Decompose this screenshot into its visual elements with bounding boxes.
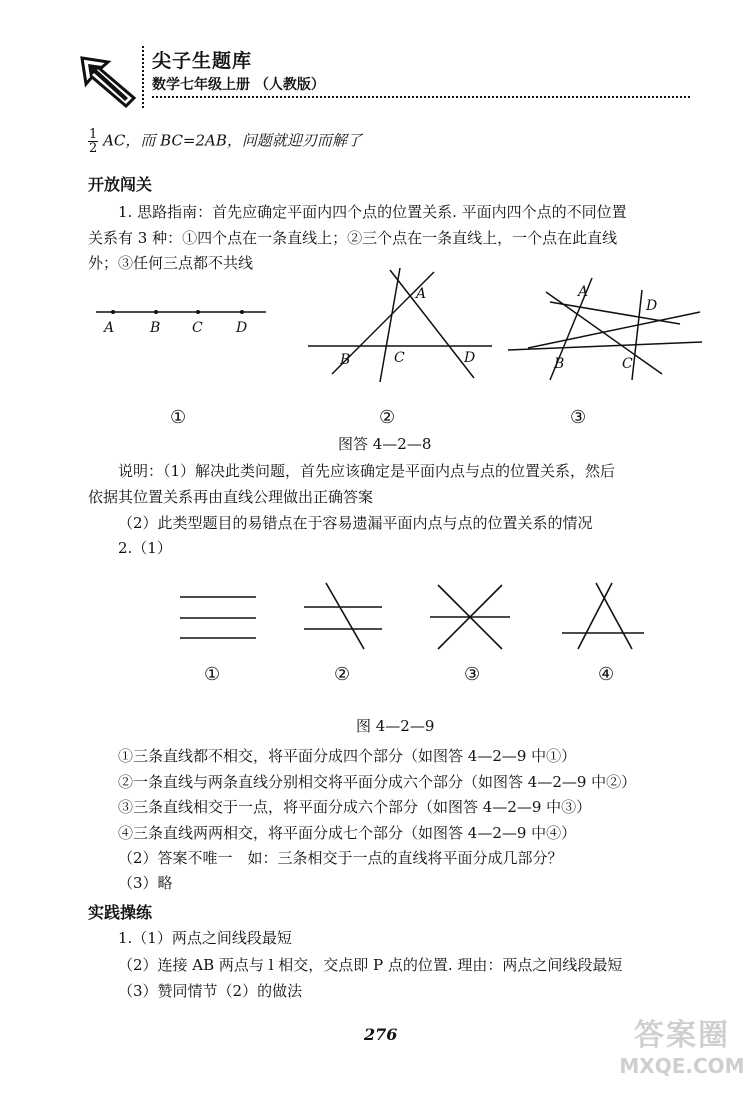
point-a [111, 310, 115, 314]
fig3-label-b: B [554, 356, 565, 372]
figure2-panel-four [562, 583, 644, 649]
explanation-line-3: （2）此类型题目的易错点在于容易遗漏平面内点与点的位置关系的情况 [118, 514, 593, 532]
fig2-number-1: ① [204, 664, 221, 685]
fig1-number-2: ② [379, 407, 396, 428]
watermark-top: 答案圈 [634, 1018, 730, 1053]
figure1-panel-two [308, 268, 492, 382]
section2-line-3: （3）赞同情节（2）的做法 [118, 982, 303, 1000]
point-d [240, 310, 244, 314]
figure1-panel-one [96, 310, 266, 336]
fig1-label-a: A [104, 320, 115, 336]
fig2-number-2: ② [334, 664, 351, 685]
watermark [616, 1018, 748, 1078]
page-number: 276 [364, 1025, 398, 1044]
section1-line-3: 外；③任何三点都不共线 [88, 254, 254, 272]
watermark-bottom: MXQE.COM [619, 1054, 745, 1078]
intro-text: AC，而 BC=2AB，问题就迎刃而解了 [103, 131, 362, 150]
fig3-label-d: D [646, 298, 658, 314]
fig1-number-3: ③ [570, 407, 587, 428]
explanation-line-1: 说明：（1）解决此类问题，首先应该确定是平面内点与点的位置关系，然后 [118, 462, 616, 480]
figure2-panel-three [430, 585, 510, 649]
fig2-label-c: C [394, 350, 405, 366]
figure1-panel-three [508, 278, 702, 380]
transversal-line [326, 583, 364, 649]
section1-line-2: 关系有 3 种：①四个点在一条直线上；②三个点在一条直线上，一个点在此直线 [88, 229, 618, 247]
answer-line-2: ②一条直线与两条直线分别相交将平面分成六个部分（如图答 4—2—9 中②） [118, 773, 637, 791]
fraction [88, 128, 98, 155]
fig1-label-b: B [150, 320, 161, 336]
section2-line-1: 1.（1）两点之间线段最短 [118, 929, 292, 947]
fig3-label-a: A [578, 284, 589, 300]
answer-line-5: （2）答案不唯一 如：三条相交于一点的直线将平面分成几部分？ [118, 849, 563, 867]
answer-line-3: ③三条直线相交于一点，将平面分成六个部分（如图答 4—2—9 中③） [118, 798, 592, 816]
fig2-label-a: A [416, 286, 427, 302]
figure-4-2-9 [160, 575, 680, 655]
book-title: 尖子生题库 [152, 50, 253, 72]
fig3-label-c: C [622, 356, 633, 372]
answer-line-6: （3）略 [118, 874, 173, 892]
fig2-number-4: ④ [598, 664, 615, 685]
section-title-open: 开放闯关 [88, 175, 153, 194]
fig2-number-3: ③ [464, 664, 481, 685]
fraction-denominator: 2 [89, 141, 98, 156]
answer-line-1: ①三条直线都不相交，将平面分成四个部分（如图答 4—2—9 中①） [118, 747, 577, 765]
answer-line-4: ④三条直线两两相交，将平面分成七个部分（如图答 4—2—9 中④） [118, 824, 577, 842]
figure2-panel-two [304, 583, 382, 649]
point-b [154, 310, 158, 314]
triangle-left-line [578, 583, 612, 649]
fig1-caption: 图答 4—2—8 [338, 435, 432, 453]
figure-4-2-8 [80, 262, 720, 402]
intro-line [88, 128, 362, 155]
explanation-line-4: 2.（1） [118, 539, 172, 557]
header-dotted-rule [152, 96, 690, 98]
section1-line-1: 1. 思路指南：首先应确定平面内四个点的位置关系. 平面内四个点的不同位置 [118, 203, 627, 221]
header [70, 38, 690, 108]
explanation-line-2: 依据其位置关系再由直线公理做出正确答案 [88, 488, 374, 506]
point-c [196, 310, 200, 314]
line-ad-3 [550, 302, 680, 324]
arrow-logo-icon [78, 56, 138, 108]
section2-line-2: （2）连接 AB 两点与 l 相交，交点即 P 点的位置. 理由：两点之间线段最短 [118, 956, 623, 974]
line-cd-3 [632, 290, 642, 380]
fraction-numerator: 1 [89, 127, 98, 142]
book-subtitle: 数学七年级上册 （人教版） [152, 77, 325, 93]
figure2-panel-one [180, 597, 256, 638]
section-title-practice: 实践操练 [88, 903, 153, 922]
fig2-label-b: B [340, 352, 351, 368]
fig2-label-d: D [464, 350, 476, 366]
triangle-right-line [596, 583, 632, 649]
fig1-label-c: C [192, 320, 203, 336]
wavy-divider [142, 46, 148, 108]
fig1-number-1: ① [170, 407, 187, 428]
fig1-label-d: D [236, 320, 248, 336]
fig2-caption: 图 4—2—9 [356, 717, 435, 735]
